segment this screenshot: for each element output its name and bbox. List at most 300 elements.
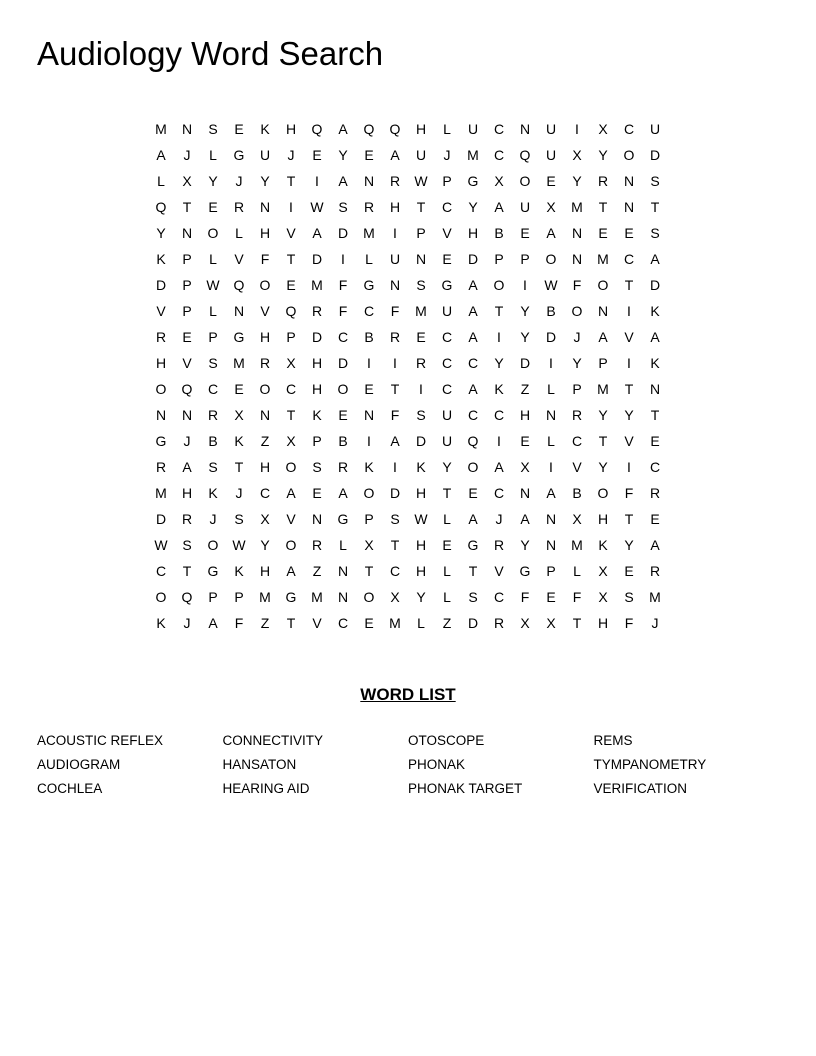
- grid-letter: T: [390, 537, 400, 553]
- grid-letter: G: [285, 589, 297, 605]
- grid-letter: O: [493, 277, 505, 293]
- grid-letter: Z: [520, 381, 530, 397]
- grid-letter: A: [156, 147, 166, 163]
- grid-letter: N: [545, 537, 557, 553]
- grid-letter: L: [157, 173, 165, 189]
- grid-letter: A: [650, 537, 660, 553]
- grid-letter: C: [441, 329, 453, 345]
- grid-letter: M: [155, 485, 167, 501]
- grid-letter: A: [650, 251, 660, 267]
- grid-letter: X: [286, 433, 296, 449]
- grid-letter: J: [443, 147, 451, 163]
- grid-letter: R: [649, 485, 661, 501]
- word-list-item: REMS: [593, 733, 633, 748]
- grid-letter: F: [520, 589, 530, 605]
- grid-letter: C: [337, 615, 349, 631]
- grid-letter: P: [520, 251, 530, 267]
- grid-letter: G: [467, 173, 479, 189]
- grid-letter: C: [207, 381, 219, 397]
- grid-letter: N: [389, 277, 401, 293]
- grid-letter: H: [311, 355, 323, 371]
- grid-letter: E: [208, 199, 218, 215]
- grid-letter: F: [624, 615, 634, 631]
- grid-letter: D: [519, 355, 531, 371]
- grid-letter: D: [155, 277, 167, 293]
- grid-letter: N: [311, 511, 323, 527]
- grid-letter: O: [467, 459, 479, 475]
- grid-letter: E: [234, 121, 244, 137]
- grid-letter: J: [183, 147, 191, 163]
- grid-letter: H: [259, 563, 271, 579]
- grid-letter: G: [207, 563, 219, 579]
- grid-letter: C: [285, 381, 297, 397]
- grid-letter: L: [443, 121, 451, 137]
- grid-letter: I: [549, 459, 553, 475]
- grid-letter: H: [155, 355, 167, 371]
- grid-letter: F: [338, 303, 348, 319]
- grid-letter: H: [285, 121, 297, 137]
- grid-letter: K: [650, 355, 660, 371]
- grid-letter: W: [154, 537, 168, 553]
- grid-letter: N: [259, 199, 271, 215]
- grid-letter: I: [575, 121, 579, 137]
- word-list-item: PHONAK TARGET: [408, 781, 523, 796]
- grid-letter: Z: [260, 615, 270, 631]
- grid-letter: C: [389, 563, 401, 579]
- grid-letter: V: [624, 329, 634, 345]
- grid-letter: F: [390, 303, 400, 319]
- grid-letter: L: [443, 563, 451, 579]
- grid-letter: A: [494, 199, 504, 215]
- grid-letter: Y: [208, 173, 218, 189]
- grid-letter: X: [546, 615, 556, 631]
- grid-letter: T: [572, 615, 582, 631]
- grid-letter: R: [493, 537, 505, 553]
- grid-letter: G: [337, 511, 349, 527]
- grid-letter: V: [494, 563, 504, 579]
- grid-letter: H: [597, 615, 609, 631]
- grid-letter: K: [650, 303, 660, 319]
- grid-letter: I: [367, 355, 371, 371]
- grid-letter: O: [207, 225, 219, 241]
- grid-letter: E: [442, 251, 452, 267]
- grid-letter: H: [259, 329, 271, 345]
- grid-letter: O: [155, 589, 167, 605]
- grid-letter: R: [363, 199, 375, 215]
- grid-letter: D: [467, 615, 479, 631]
- grid-letter: R: [597, 173, 609, 189]
- grid-letter: N: [181, 225, 193, 241]
- grid-letter: P: [182, 303, 192, 319]
- grid-letter: E: [520, 433, 530, 449]
- grid-letter: A: [390, 147, 400, 163]
- grid-letter: C: [493, 121, 505, 137]
- grid-letter: M: [363, 225, 375, 241]
- grid-letter: R: [389, 329, 401, 345]
- grid-letter: A: [208, 615, 218, 631]
- grid-letter: F: [572, 589, 582, 605]
- grid-letter: T: [624, 511, 634, 527]
- grid-letter: Q: [181, 381, 193, 397]
- grid-letter: N: [181, 407, 193, 423]
- grid-letter: A: [390, 433, 400, 449]
- grid-letter: I: [523, 277, 527, 293]
- grid-letter: Y: [338, 147, 348, 163]
- grid-letter: K: [416, 459, 426, 475]
- grid-letter: C: [467, 355, 479, 371]
- grid-letter: P: [572, 381, 582, 397]
- grid-letter: R: [311, 537, 323, 553]
- grid-letter: N: [623, 199, 635, 215]
- page-title: Audiology Word Search: [37, 35, 384, 72]
- grid-letter: T: [286, 407, 296, 423]
- grid-letter: R: [155, 329, 167, 345]
- grid-letter: A: [338, 121, 348, 137]
- grid-letter: U: [467, 121, 479, 137]
- grid-letter: C: [493, 589, 505, 605]
- grid-letter: S: [416, 407, 426, 423]
- grid-letter: Y: [598, 147, 608, 163]
- grid-letter: N: [363, 173, 375, 189]
- grid-letter: X: [598, 589, 608, 605]
- grid-letter: T: [494, 303, 504, 319]
- grid-letter: U: [441, 303, 453, 319]
- grid-letter: T: [286, 251, 296, 267]
- grid-letter: K: [156, 615, 166, 631]
- grid-letter: Z: [312, 563, 322, 579]
- grid-letter: G: [441, 277, 453, 293]
- grid-letter: D: [311, 251, 323, 267]
- grid-letter: T: [624, 381, 634, 397]
- grid-letter: L: [443, 511, 451, 527]
- grid-letter: H: [597, 511, 609, 527]
- grid-letter: Q: [285, 303, 297, 319]
- grid-letter: R: [181, 511, 193, 527]
- grid-letter: P: [182, 277, 192, 293]
- grid-letter: R: [337, 459, 349, 475]
- grid-letter: D: [311, 329, 323, 345]
- grid-letter: Q: [311, 121, 323, 137]
- grid-letter: S: [208, 355, 218, 371]
- grid-letter: S: [416, 277, 426, 293]
- grid-letter: Y: [260, 173, 270, 189]
- grid-letter: H: [467, 225, 479, 241]
- grid-letter: T: [234, 459, 244, 475]
- grid-letter: R: [649, 563, 661, 579]
- grid-letter: U: [389, 251, 401, 267]
- grid-letter: C: [441, 355, 453, 371]
- grid-letter: C: [493, 147, 505, 163]
- grid-letter: S: [208, 459, 218, 475]
- grid-letter: S: [208, 121, 218, 137]
- grid-letter: B: [338, 433, 348, 449]
- grid-letter: R: [207, 407, 219, 423]
- grid-letter: N: [233, 303, 245, 319]
- grid-letter: A: [468, 381, 478, 397]
- grid-letter: E: [598, 225, 608, 241]
- grid-letter: X: [260, 511, 270, 527]
- grid-letter: G: [519, 563, 531, 579]
- grid-letter: Y: [520, 329, 530, 345]
- grid-letter: P: [208, 329, 218, 345]
- grid-letter: B: [208, 433, 218, 449]
- grid-letter: L: [573, 563, 581, 579]
- grid-letter: D: [467, 251, 479, 267]
- grid-letter: E: [650, 511, 660, 527]
- word-list-item: OTOSCOPE: [408, 733, 485, 748]
- grid-letter: V: [260, 303, 270, 319]
- word-list: [37, 730, 797, 802]
- grid-letter: L: [235, 225, 243, 241]
- grid-letter: X: [520, 459, 530, 475]
- grid-letter: P: [442, 173, 452, 189]
- grid-letter: U: [259, 147, 271, 163]
- grid-letter: Q: [389, 121, 401, 137]
- grid-letter: M: [233, 355, 245, 371]
- grid-letter: C: [623, 251, 635, 267]
- grid-letter: U: [545, 121, 557, 137]
- grid-letter: F: [234, 615, 244, 631]
- grid-letter: P: [416, 225, 426, 241]
- word-list-item: ACOUSTIC REFLEX: [37, 733, 164, 748]
- grid-letter: A: [338, 173, 348, 189]
- word-list-item: VERIFICATION: [593, 781, 688, 796]
- grid-letter: N: [545, 407, 557, 423]
- grid-letter: N: [415, 251, 427, 267]
- grid-letter: L: [547, 381, 555, 397]
- grid-letter: M: [467, 147, 479, 163]
- grid-letter: F: [390, 407, 400, 423]
- grid-letter: T: [364, 563, 374, 579]
- grid-letter: A: [338, 485, 348, 501]
- grid-letter: X: [494, 173, 504, 189]
- grid-letter: R: [415, 355, 427, 371]
- grid-letter: T: [416, 199, 426, 215]
- word-list-item: HEARING AID: [222, 781, 310, 796]
- grid-letter: L: [209, 303, 217, 319]
- grid-letter: C: [571, 433, 583, 449]
- grid-letter: A: [494, 459, 504, 475]
- grid-letter: O: [519, 173, 531, 189]
- grid-letter: H: [181, 485, 193, 501]
- grid-letter: E: [520, 225, 530, 241]
- grid-letter: F: [260, 251, 270, 267]
- grid-letter: N: [337, 589, 349, 605]
- grid-letter: K: [364, 459, 374, 475]
- grid-letter: X: [286, 355, 296, 371]
- grid-letter: T: [598, 199, 608, 215]
- grid-letter: Y: [624, 537, 634, 553]
- grid-letter: I: [419, 381, 423, 397]
- grid-letter: V: [156, 303, 166, 319]
- grid-letter: N: [181, 121, 193, 137]
- grid-letter: I: [393, 355, 397, 371]
- grid-letter: O: [259, 277, 271, 293]
- grid-letter: N: [649, 381, 661, 397]
- grid-letter: C: [155, 563, 167, 579]
- grid-letter: L: [209, 147, 217, 163]
- grid-letter: W: [310, 199, 324, 215]
- grid-letter: L: [339, 537, 347, 553]
- grid-letter: M: [415, 303, 427, 319]
- grid-letter: A: [182, 459, 192, 475]
- grid-letter: Y: [442, 459, 452, 475]
- grid-letter: T: [286, 615, 296, 631]
- grid-letter: M: [155, 121, 167, 137]
- grid-letter: F: [624, 485, 634, 501]
- grid-letter: N: [519, 121, 531, 137]
- grid-letter: Q: [519, 147, 531, 163]
- word-list-item: HANSATON: [222, 757, 297, 772]
- grid-letter: V: [312, 615, 322, 631]
- grid-letter: K: [598, 537, 608, 553]
- grid-letter: G: [233, 147, 245, 163]
- grid-letter: G: [233, 329, 245, 345]
- grid-letter: O: [337, 381, 349, 397]
- grid-letter: K: [156, 251, 166, 267]
- grid-letter: T: [468, 563, 478, 579]
- grid-letter: C: [467, 407, 479, 423]
- grid-letter: J: [235, 173, 243, 189]
- grid-letter: E: [182, 329, 192, 345]
- grid-letter: M: [311, 589, 323, 605]
- grid-letter: X: [234, 407, 244, 423]
- grid-letter: R: [493, 615, 505, 631]
- grid-letter: W: [232, 537, 246, 553]
- grid-letter: W: [414, 173, 428, 189]
- grid-letter: N: [545, 511, 557, 527]
- grid-letter: C: [337, 329, 349, 345]
- grid-letter: X: [572, 511, 582, 527]
- grid-letter: D: [155, 511, 167, 527]
- grid-letter: P: [598, 355, 608, 371]
- grid-letter: T: [650, 407, 660, 423]
- grid-letter: Y: [520, 303, 530, 319]
- grid-letter: G: [155, 433, 167, 449]
- grid-letter: H: [415, 121, 427, 137]
- grid-letter: Z: [260, 433, 270, 449]
- grid-letter: A: [286, 563, 296, 579]
- grid-letter: X: [546, 199, 556, 215]
- grid-letter: I: [549, 355, 553, 371]
- grid-letter: R: [389, 173, 401, 189]
- grid-letter: T: [286, 173, 296, 189]
- grid-letter: S: [182, 537, 192, 553]
- grid-letter: B: [546, 303, 556, 319]
- grid-letter: A: [312, 225, 322, 241]
- grid-letter: K: [234, 563, 244, 579]
- grid-letter: Q: [181, 589, 193, 605]
- grid-letter: N: [155, 407, 167, 423]
- grid-letter: A: [468, 329, 478, 345]
- grid-letter: X: [364, 537, 374, 553]
- grid-letter: I: [315, 173, 319, 189]
- grid-letter: Y: [416, 589, 426, 605]
- grid-letter: H: [415, 563, 427, 579]
- grid-letter: V: [572, 459, 582, 475]
- grid-letter: N: [337, 563, 349, 579]
- grid-letter: U: [415, 147, 427, 163]
- grid-letter: B: [364, 329, 374, 345]
- grid-letter: X: [520, 615, 530, 631]
- grid-letter: K: [494, 381, 504, 397]
- grid-letter: E: [364, 615, 374, 631]
- grid-letter: H: [311, 381, 323, 397]
- grid-letter: H: [259, 225, 271, 241]
- grid-letter: D: [649, 147, 661, 163]
- grid-letter: M: [311, 277, 323, 293]
- grid-letter: H: [415, 537, 427, 553]
- grid-letter: Y: [520, 537, 530, 553]
- grid-letter: L: [209, 251, 217, 267]
- grid-letter: O: [623, 147, 635, 163]
- grid-letter: X: [390, 589, 400, 605]
- grid-letter: L: [547, 433, 555, 449]
- grid-letter: P: [364, 511, 374, 527]
- grid-letter: I: [367, 433, 371, 449]
- grid-letter: A: [546, 225, 556, 241]
- grid-letter: H: [415, 485, 427, 501]
- grid-letter: Y: [468, 199, 478, 215]
- grid-letter: Q: [155, 199, 167, 215]
- grid-letter: Q: [363, 121, 375, 137]
- grid-letter: S: [234, 511, 244, 527]
- grid-letter: C: [623, 121, 635, 137]
- grid-letter: J: [183, 433, 191, 449]
- grid-letter: E: [338, 407, 348, 423]
- grid-letter: B: [494, 225, 504, 241]
- grid-letter: C: [493, 485, 505, 501]
- letter-grid: [148, 116, 668, 636]
- grid-letter: O: [597, 485, 609, 501]
- grid-letter: F: [338, 277, 348, 293]
- grid-letter: P: [494, 251, 504, 267]
- grid-letter: O: [285, 459, 297, 475]
- grid-letter: S: [468, 589, 478, 605]
- grid-letter: Y: [598, 407, 608, 423]
- grid-letter: J: [183, 615, 191, 631]
- grid-letter: E: [312, 147, 322, 163]
- grid-letter: Y: [572, 173, 582, 189]
- grid-letter: E: [624, 563, 634, 579]
- grid-letter: K: [208, 485, 218, 501]
- grid-letter: M: [259, 589, 271, 605]
- grid-letter: E: [546, 173, 556, 189]
- grid-letter: E: [312, 485, 322, 501]
- grid-letter: R: [155, 459, 167, 475]
- grid-letter: I: [627, 459, 631, 475]
- grid-letter: V: [624, 433, 634, 449]
- grid-letter: M: [597, 251, 609, 267]
- grid-letter: E: [650, 433, 660, 449]
- grid-letter: O: [363, 589, 375, 605]
- grid-letter: S: [312, 459, 322, 475]
- grid-letter: W: [414, 511, 428, 527]
- grid-letter: U: [441, 433, 453, 449]
- grid-letter: T: [442, 485, 452, 501]
- grid-letter: J: [651, 615, 659, 631]
- grid-letter: Q: [467, 433, 479, 449]
- grid-letter: T: [598, 433, 608, 449]
- grid-letter: E: [416, 329, 426, 345]
- word-list-item: TYMPANOMETRY: [593, 757, 707, 772]
- grid-letter: P: [312, 433, 322, 449]
- grid-letter: J: [495, 511, 503, 527]
- grid-letter: N: [571, 225, 583, 241]
- grid-letter: Q: [233, 277, 245, 293]
- grid-letter: M: [571, 199, 583, 215]
- grid-letter: N: [259, 407, 271, 423]
